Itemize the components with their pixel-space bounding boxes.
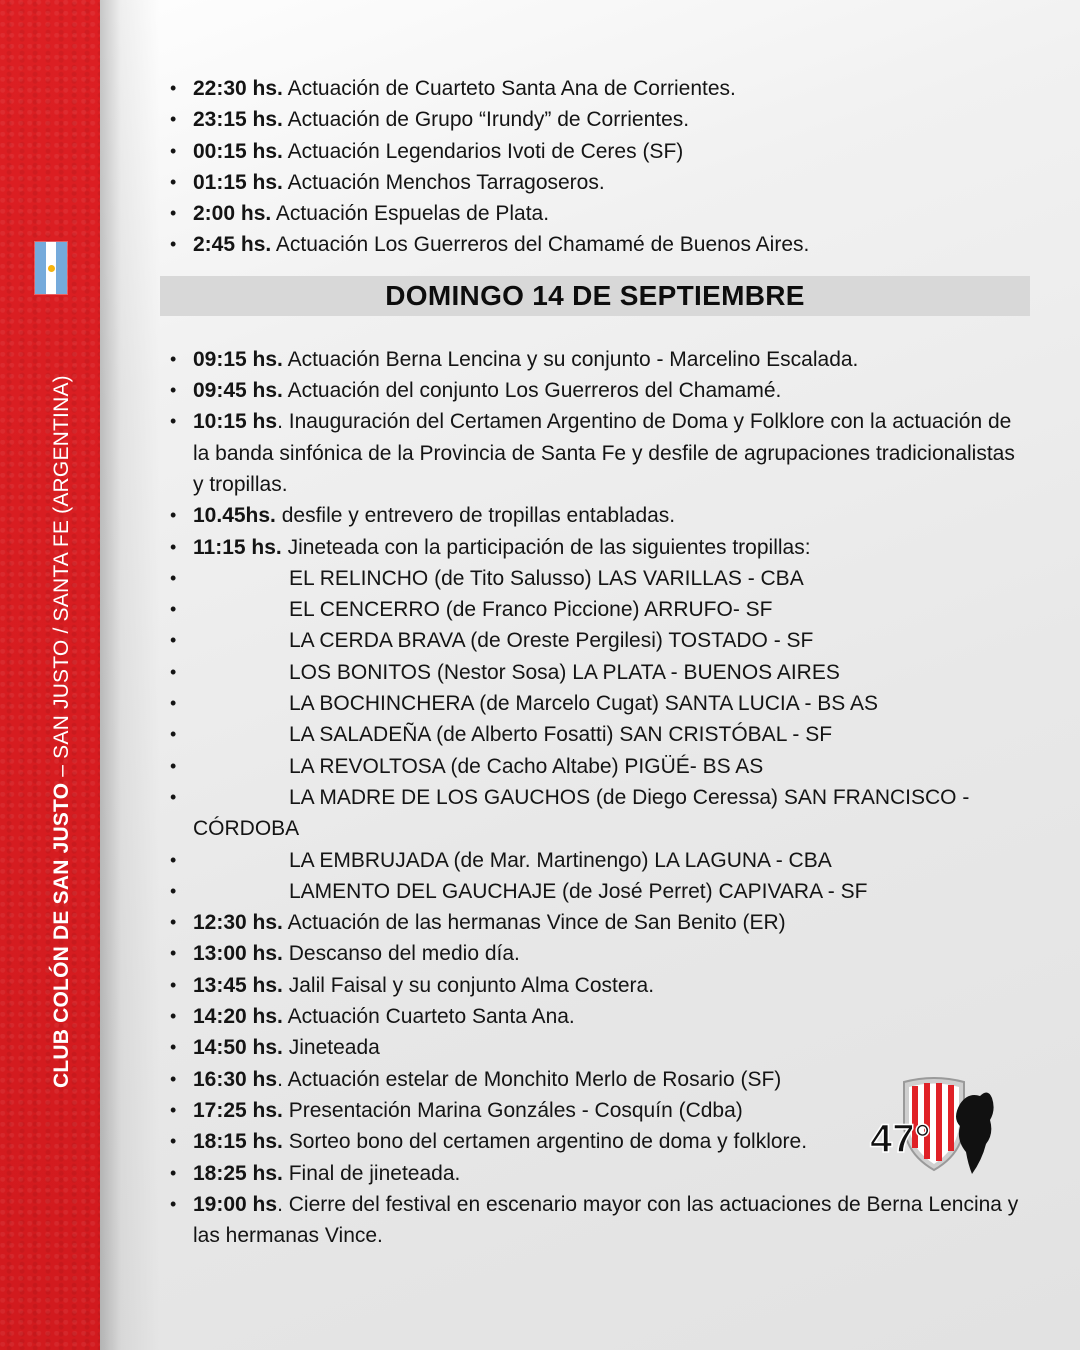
bullet-icon: • <box>170 505 177 526</box>
troupe-name: LA BOCHINCHERA (de Marcelo Cugat) SANTA LUCIA - BS AS <box>289 692 878 716</box>
event-time: 10.45hs. <box>193 504 276 528</box>
event-description: . Inauguración del Certamen Argentino de Doma y Folklore con la actuación de la banda sinfónica de la Provincia de Santa Fe y desfile de agrupaciones tradicionalistas y tropillas. <box>193 410 1015 496</box>
schedule-item <box>160 907 1030 938</box>
event-description: Sorteo bono del certamen argentino de doma y folklore. <box>282 1130 808 1154</box>
event-time: 2:00 hs. <box>193 202 272 226</box>
event-description: Actuación del conjunto Los Guerreros del Chamamé. <box>282 379 782 403</box>
schedule-item <box>160 375 1030 406</box>
bullet-icon: • <box>170 880 177 901</box>
saturday-late-list <box>160 73 1030 261</box>
troupe-item <box>160 876 1030 907</box>
event-time: 2:45 hs. <box>193 233 272 257</box>
troupe-item <box>160 563 1030 594</box>
schedule-item <box>160 1189 1030 1252</box>
event-description: Actuación Cuarteto Santa Ana. <box>282 1005 575 1029</box>
club-location-label <box>50 375 74 1088</box>
event-description: Actuación Los Guerreros del Chamamé de Buenos Aires. <box>271 233 810 257</box>
bullet-icon: • <box>170 661 177 682</box>
bullet-icon: • <box>170 567 177 588</box>
bullet-icon: • <box>170 912 177 933</box>
event-description: desfile y entrevero de tropillas entabladas. <box>275 504 676 528</box>
sun-of-may-icon <box>48 265 55 272</box>
event-time: 14:20 hs. <box>193 1005 283 1029</box>
schedule-item <box>160 73 1030 104</box>
event-description: Actuación Menchos Tarragoseros. <box>282 170 605 194</box>
troupe-name: LOS BONITOS (Nestor Sosa) LA PLATA - BUENOS AIRES <box>289 660 840 684</box>
schedule-item <box>160 344 1030 375</box>
event-description: Actuación Espuelas de Plata. <box>271 202 550 226</box>
club-logo <box>868 1074 1002 1178</box>
event-description: Descanso del medio día. <box>282 942 520 966</box>
sidebar-shadow <box>100 0 160 1350</box>
event-description: Actuación de Grupo “Irundy” de Corrientes. <box>282 108 690 132</box>
event-description: Jineteada <box>282 1036 380 1060</box>
schedule-item <box>160 938 1030 969</box>
troupe-item <box>160 594 1030 625</box>
edition-number: 47° <box>870 1117 931 1161</box>
troupe-item <box>160 657 1030 688</box>
event-time: 00:15 hs. <box>193 139 283 163</box>
troupe-name: LA EMBRUJADA (de Mar. Martinengo) LA LAGUNA - CBA <box>289 848 832 872</box>
day-header: DOMINGO 14 DE SEPTIEMBRE <box>160 276 1030 316</box>
event-time: 16:30 hs <box>193 1067 278 1091</box>
event-time: 18:15 hs. <box>193 1130 283 1154</box>
bullet-icon: • <box>170 1162 177 1183</box>
bullet-icon: • <box>170 1006 177 1027</box>
event-description: Actuación Berna Lencina y su conjunto - Marcelino Escalada. <box>282 347 859 371</box>
bullet-icon: • <box>170 974 177 995</box>
club-name: CLUB COLÓN DE SAN JUSTO <box>50 782 73 1088</box>
troupe-item <box>160 719 1030 750</box>
sidebar-band <box>0 0 100 1350</box>
troupe-name: LA REVOLTOSA (de Cacho Altabe) PIGÜÉ- BS AS <box>289 754 764 778</box>
schedule-item <box>160 532 1030 563</box>
bullet-icon: • <box>170 943 177 964</box>
bullet-icon: • <box>170 755 177 776</box>
event-description: Jalil Faisal y su conjunto Alma Costera. <box>282 973 655 997</box>
bullet-icon: • <box>170 348 177 369</box>
schedule-item <box>160 1032 1030 1063</box>
schedule-item <box>160 500 1030 531</box>
event-time: 17:25 hs. <box>193 1098 283 1122</box>
bullet-icon: • <box>170 140 177 161</box>
bullet-icon: • <box>170 78 177 98</box>
event-description: Actuación de las hermanas Vince de San Benito (ER) <box>282 911 786 935</box>
bullet-icon: • <box>170 630 177 651</box>
schedule-item <box>160 229 1030 260</box>
event-time: 23:15 hs. <box>193 108 283 132</box>
event-time: 22:30 hs. <box>193 77 283 100</box>
schedule-item <box>160 104 1030 135</box>
event-time: 14:50 hs. <box>193 1036 283 1060</box>
bullet-icon: • <box>170 411 177 432</box>
troupe-name: EL RELINCHO (de Tito Salusso) LAS VARILLAS - CBA <box>289 566 804 590</box>
schedule-item <box>160 970 1030 1001</box>
bullet-icon: • <box>170 786 177 807</box>
event-time: 09:45 hs. <box>193 379 283 403</box>
event-time: 19:00 hs <box>193 1192 278 1216</box>
bullet-icon: • <box>170 1099 177 1120</box>
event-time: 01:15 hs. <box>193 170 283 194</box>
bullet-icon: • <box>170 171 177 192</box>
troupe-name: LAMENTO DEL GAUCHAJE (de José Perret) CAPIVARA - SF <box>289 879 868 903</box>
event-description: Presentación Marina Gonzáles - Cosquín (Cdba) <box>282 1098 743 1122</box>
event-description: Final de jineteada. <box>282 1161 461 1185</box>
troupe-item <box>160 782 1030 845</box>
bullet-icon: • <box>170 234 177 255</box>
event-description: . Actuación estelar de Monchito Merlo de Rosario (SF) <box>277 1067 782 1091</box>
troupe-name: LA SALADEÑA (de Alberto Fosatti) SAN CRISTÓBAL - SF <box>289 723 833 747</box>
schedule-item <box>160 198 1030 229</box>
event-time: 11:15 hs. <box>193 535 282 559</box>
argentina-flag-icon <box>34 241 68 295</box>
troupe-item <box>160 688 1030 719</box>
bullet-icon: • <box>170 203 177 224</box>
bullet-icon: • <box>170 599 177 620</box>
troupe-item <box>160 625 1030 656</box>
bullet-icon: • <box>170 1193 177 1214</box>
troupe-item <box>160 751 1030 782</box>
gaucho-rider-icon <box>956 1092 994 1174</box>
event-description: Actuación de Cuarteto Santa Ana de Corrientes. <box>282 77 736 100</box>
troupe-name: LA CERDA BRAVA (de Oreste Pergilesi) TOSTADO - SF <box>289 629 814 653</box>
bullet-icon: • <box>170 380 177 401</box>
bullet-icon: • <box>170 1068 177 1089</box>
troupe-item <box>160 845 1030 876</box>
event-time: 09:15 hs. <box>193 347 283 371</box>
event-description: Actuación Legendarios Ivoti de Ceres (SF) <box>282 139 684 163</box>
event-time: 18:25 hs. <box>193 1161 283 1185</box>
troupe-name: LA MADRE DE LOS GAUCHOS (de Diego Ceressa) SAN FRANCISCO - CÓRDOBA <box>193 785 970 841</box>
bullet-icon: • <box>170 109 177 130</box>
schedule-item <box>160 167 1030 198</box>
schedule-item <box>160 136 1030 167</box>
schedule-item <box>160 406 1030 500</box>
event-description: Jineteada con la participación de las siguientes tropillas: <box>281 535 811 559</box>
event-time: 12:30 hs. <box>193 911 283 935</box>
event-description: . Cierre del festival en escenario mayor con las actuaciones de Berna Lencina y las hermanas Vince. <box>193 1192 1019 1248</box>
event-time: 10:15 hs <box>193 410 278 434</box>
bullet-icon: • <box>170 1037 177 1058</box>
bullet-icon: • <box>170 693 177 714</box>
schedule-item <box>160 1001 1030 1032</box>
bullet-icon: • <box>170 536 177 557</box>
event-time: 13:45 hs. <box>193 973 283 997</box>
bullet-icon: • <box>170 724 177 745</box>
event-time: 13:00 hs. <box>193 942 283 966</box>
bullet-icon: • <box>170 1131 177 1152</box>
bullet-icon: • <box>170 849 177 870</box>
club-location: – SAN JUSTO / SANTA FE (ARGENTINA) <box>50 375 73 783</box>
troupe-name: EL CENCERRO (de Franco Piccione) ARRUFO- SF <box>289 598 773 622</box>
